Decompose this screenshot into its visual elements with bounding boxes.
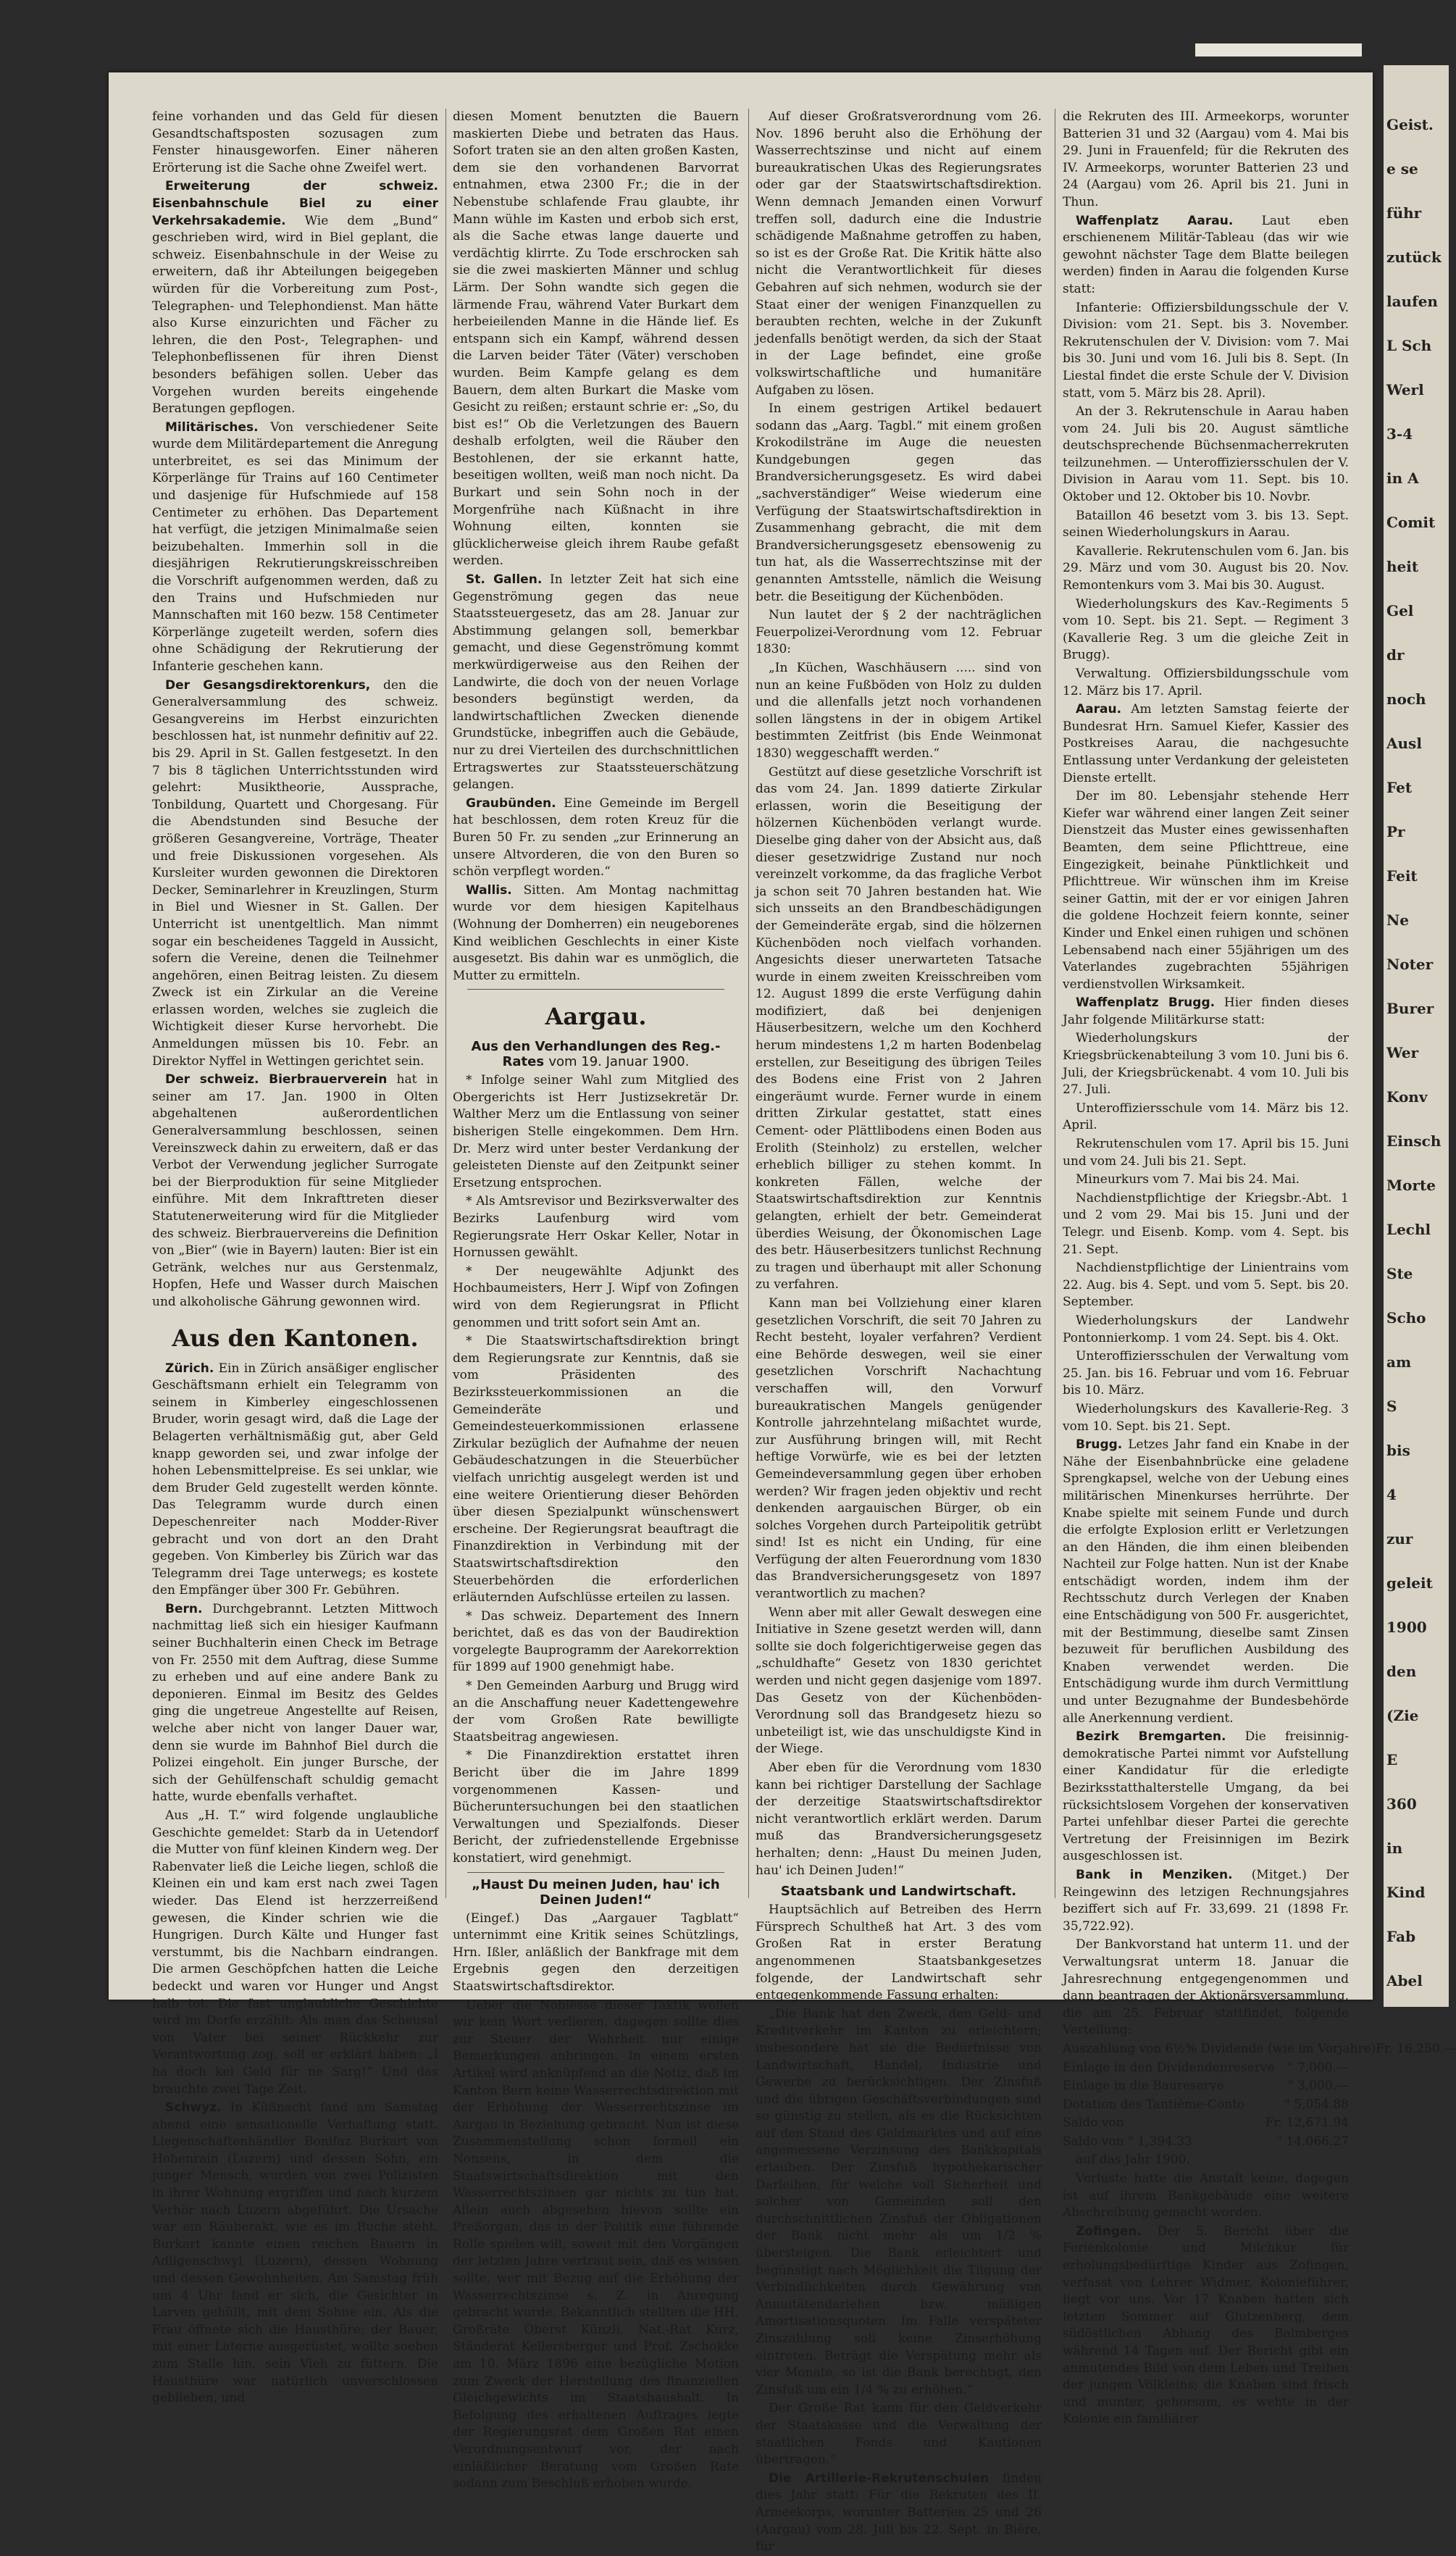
- spine-fragment: bis: [1386, 1442, 1410, 1459]
- paragraph: „Die Bank hat den Zweck, den Geld- und Kreditverkehr im Kanton zu erleichtern; insbesondere hat sie die Bedürfnisse von Landwirtschaft, Handel, Industrie und Gewerbe zu berücksichtigen. Der Zinsfuß und die übrigen Geschäftsverbindungen sind so günstig zu stellen, als es die Rücksichten auf den Stand des Geldmarktes und auf eine angemessene Verzinsung des Bankkapitals erlauben. Der Zinsfuß hypothekarischer Darleihen, für welche voll Sicherheit und solcher von Gemeinden soll den durchschnittlichen Zinsfuß der Obligationen der Bank nicht mehr als um 1/2 % übersteigen. Die Bank erleichtert und begünstigt nach Möglichkeit die Tilgung der Verbindlichkeiten durch Gewährung von Annuitätendarlehen bzw. mäßigen Amortisationsquoten. Im Falle verspäteter Zinszahlung soll keine Zinserhöhung eintreten. Beträgt die Verspätung mehr als vier Monate, so ist die Bank berechtigt, den Zinsfuß um ein 1/4 % zu erhöhen.“: [756, 2006, 1042, 2397]
- article-head: Erweiterung der schweiz. Eisenbahnschule Biel zu einer Verkehrsakademie.: [152, 179, 438, 228]
- table-row: Saldo von " 1,394.33 " 14,066.27: [1063, 2134, 1349, 2149]
- paragraph: Aber eben für die Verordnung vom 1830 kann bei richtiger Darstellung der Sachlage der derzeitige Staatswirtschaftsdirektor nicht verantwortlich erklärt werden. Darum muß das Brandversicherungsgesetz herhalten; denn: „Haust Du meinen Juden, hau' ich Deinen Juden!“: [756, 1761, 1042, 1878]
- article-head: Graubünden.: [466, 795, 556, 811]
- paragraph: Infanterie: Offiziersbildungsschule der V. Division: vom 21. Sept. bis 3. November. Rekrutenschulen der V. Division: vom 7. Mai bis 30. Juni und vom 16. Juli bis 8. Sept. (In Liestal findet die erste Schule der V. Division statt, vom 5. März bis 28. April).: [1063, 300, 1349, 401]
- spine-fragment: Scho: [1386, 1309, 1426, 1327]
- spine-fragment: am: [1386, 1353, 1412, 1371]
- article-item: Aarau. Am letzten Samstag feierte der Bundesrat Hrn. Samuel Kiefer, Kassier des Postkreises Aarau, die nachgesuchte Entlassung unter Verdankung der geleisteten Dienste ertellt.: [1063, 702, 1349, 785]
- spine-fragment: 4: [1386, 1486, 1397, 1503]
- paragraph: Wenn aber mit aller Gewalt deswegen eine Initiative in Szene gesetzt werden will, dann sollte sie doch folgerichtigerweise gegen das „schuldhafte“ Gesetz von 1830 gerichtet werden und nicht gegen dasjenige vom 1897. Das Gesetz von der Küchenböden-Verordnung soll das Brandgesetz hiezu so unbeteiligt ist, wie das unschuldigste Kind in der Wiege.: [756, 1605, 1042, 1757]
- spine-fragment: 360: [1386, 1795, 1417, 1813]
- paragraph: auf das Jahr 1900.: [1076, 2152, 1191, 2168]
- column-1: [152, 109, 438, 2406]
- article-item: Bank in Menziken. (Mitget.) Der Reingewinn des letzigen Rechnungsjahres beziffert sich auf Fr. 33,699. 21 (1898 Fr. 35,722.92).: [1063, 1867, 1349, 1934]
- spine-fragment: Feit: [1386, 867, 1418, 885]
- article-item: St. Gallen. In letzter Zeit hat sich eine Gegenströmung gegen das neue Staatssteuergesetz, das am 28. Januar zur Abstimmung gelangen soll, bemerkbar gemacht, und diese Gegenströmung kommt merkwürdigerweise aus den Reihen der Landwirte, die doch von der neuen Vorlage besonders begünstigt werden, da landwirtschaftlichen Zwecken dienende Grundstücke, inbegriffen auch die Gebäude, nur zu drei Vierteilen des durchschnittlichen Ertragswertes zur Staatssteuerschätzung gelangen.: [453, 572, 740, 793]
- paragraph: Der Große Rat kann für den Geldverkehr der Staatskasse und die Verwaltung der staatlichen Fonds und Kautionen übertragen.“: [756, 2401, 1042, 2468]
- paragraph: feine vorhanden und das Geld für diesen Gesandtschaftsposten sozusagen zum Fenster hinausgeworfen. Einer näheren Erörterung ist die Sache ohne Zweifel wert.: [152, 109, 438, 175]
- article-head: Militärisches.: [165, 419, 259, 435]
- article-head: Der schweiz. Bierbrauerverein: [165, 1072, 388, 1087]
- paragraph: Unteroffiziersschulen der Verwaltung vom 25. Jan. bis 16. Februar und vom 16. Februar bis 10. März.: [1063, 1349, 1349, 1398]
- paragraph: Der Bankvorstand hat unterm 11. und der Verwaltungsrat unterm 18. Januar die Jahresrechnung entgegengenommen und dann beantragen der Aktionärsversammlung, die am 25. Februar stattfindet, folgende Verteilung:: [1063, 1937, 1349, 2038]
- paragraph: Mineurkurs vom 7. Mai bis 24. Mai.: [1076, 1172, 1300, 1187]
- table-row: Dotation des Tantième-Conto " 5,054.88: [1063, 2097, 1349, 2112]
- article-head: St. Gallen.: [466, 572, 543, 588]
- paragraph: Kavallerie. Rekrutenschulen vom 6. Jan. bis 29. März und vom 30. August bis 20. Nov. Remontenkurs vom 3. Mai bis 30. August.: [1063, 543, 1349, 593]
- spine-fragment: L Sch: [1386, 337, 1432, 354]
- spine-fragment: den: [1386, 1663, 1417, 1680]
- article-item: Waffenplatz Brugg. Hier finden dieses Jahr folgende Militärkurse statt:: [1063, 995, 1350, 1027]
- paragraph: Nachdienstpflichtige der Kriegsbr.-Abt. 1 und 2 vom 29. Mai bis 15. Juni und der Telegr. und Eisenb. Komp. vom 4. Sept. bis 21. Sept.: [1063, 1190, 1349, 1257]
- paragraph: diesen Moment benutzten die Bauern maskierten Diebe und betraten das Haus. Sofort traten sie an den alten großen Kasten, dem sie den vorhandenen Barvorrat entnahmen, etwa 2300 Fr.; die in der Nebenstube schlafende Frau glaubte, ihr Mann wühle im Kasten und erbob sich erst, als die Sache etwas lange dauerte und verdächtig klirrte. Zu Tode erschrocken sah sie die zwei maskierten Männer und schlug Lärm. Der Sohn wandte sich gegen die lärmende Frau, während Vater Burkart dem herbeieilenden Manne in die Hände lief. Es entspann sich ein Kampf, während dessen die Larven beider Täter (Väter) verschoben wurden. Beim Kampfe gelang es dem Bauern, dem alten Burkart die Maske vom Gesicht zu reißen; erstaunt schrie er: „So, du bist es!“ Ob die Verletzungen des Bauern deshalb erfolgten, weil die Räuber den Bestohlenen, der sie erkannt hatte, beseitigen wollten, weiß man noch nicht. Da Burkart und sein Sohn noch in der Morgenfrühe nach Küßnacht in ihre Wohnung eilten, konnten sie glücklicherweise gleich ihrem Raube gefaßt werden.: [453, 109, 739, 569]
- subheading: Staatsbank und Landwirtschaft.: [780, 1884, 1017, 1900]
- spine-fragment: Pr: [1386, 823, 1405, 840]
- spine-fragment: Abel: [1386, 1972, 1423, 1989]
- table-row: Einlage in den Dividendenreserve " 7,000.—: [1063, 2060, 1349, 2075]
- paragraph: * Das schweiz. Departement des Innern berichtet, daß es das von der Baudirektion vorgelegte Bauprogramm der Aarekorrektion für 1899 auf 1900 genehmigt habe.: [453, 1608, 739, 1675]
- column-rule: [748, 109, 749, 1898]
- subheading: Aus den Verhandlungen des Reg.-Rates vom 19. Januar 1900.: [471, 1039, 721, 1070]
- paragraph: Kann man bei Vollziehung einer klaren gesetzlichen Vorschrift, die seit 70 Jahren zu Recht besteht, loyaler verfahren? Verdient eine Behörde deswegen, weil sie einer gesetzlichen Vorschrift Nachachtung verschaffen will, den Vorwurf bureaukratischen Mangels genügender Kontrolle jahrzehntelang mißachtet wurde, zur Ausführung bringen will, mit Recht heftige Vorwürfe, wie es bei der letzten Gemeindeversammlung gegen über erhoben werden? Wir fragen jeden objektiv und recht denkenden aargauischen Bürger, ob ein solches Vorgehen durch Parteipolitik getrübt sind! Ist es nicht ein Unding, für eine Verfügung der alten Feuerordnung vom 1830 das Brandversicherungsgesetz von 1897 verantwortlich zu machen?: [756, 1295, 1042, 1602]
- scan-edge-mark: [1195, 43, 1362, 57]
- paragraph: Verluste hatte die Anstalt keine, dagegen ist auf ihrem Bankgebäude eine weitere Abschreibung gemacht worden.: [1063, 2171, 1349, 2221]
- spine-fragment: e se: [1386, 160, 1418, 178]
- paragraph: Wiederholungskurs des Kavallerie-Reg. 3 vom 10. Sept. bis 21. Sept.: [1063, 1401, 1349, 1434]
- spine-fragment: Einsch: [1386, 1132, 1442, 1150]
- article-head: Schwyz.: [165, 2100, 222, 2116]
- article-item: Brugg. Letzes Jahr fand ein Knabe in der Nähe der Eisenbahnbrücke eine geladene Sprengkapsel, welche von der Uebung eines militärischen Minenkurses herrührte. Der Knabe spielte mit seinem Funde und durch die erfolgte Explosion erlitt er Verletzungen an den Händen, die ihm einen bleibenden Nachteil zur Folge hatten. Nun ist der Knabe entschädigt worden, indem ihm der Rechtsschutz durch Verlegen der Knaben eine Entschädigung von 500 Fr. ausgerichtet, mit der Bestimmung, dieselbe samt Zinsen bezuweit für beruflichen Ausbildung des Knaben verwendet werden. Die Entschädigung wurde ihm durch Vermittlung und unter Bezugnahme der Bundesbehörde alle Anerkennung verdient.: [1063, 1437, 1350, 1726]
- paragraph: Wiederholungskurs der Kriegsbrückenabteilung 3 vom 10. Juni bis 6. Juli, der Kriegsbrückenabt. 4 vom 10. Juli bis 27. Juli.: [1063, 1031, 1349, 1098]
- paragraph: Ueber die Noblesse dieser Taktik wollen wir kein Wort verlieren, dagegen sollte dies zur Steuer der Wahrheit nur einige Bemerkungen anbringen. In einem ersten Artikel wird anknüpfend an die Notiz, daß im Kanton Bern keine Wasserrechtsdirektion mit der Erhöhung der Wasserrechtszinse im Aargau in Beziehung gebracht. Nun ist diese Zusammenstellung schon formell ein Nonsens, in dem die Staatswirtschaftsdirektion mit den Wasserrechtszinsen gar nichts zu tun hat. Allein auch abgesehen hievon sollte ein Preßorgan, das in der Politik eine führende Rolle spielen will, soweit mit den Vorgängen der letzten Jahre vertraut sein, daß es wissen sollte, wer mit Bezug auf die Erhöhung der Wasserrechtszinse s. Z. in Anregung gebracht wurde. Bekanntlich stellten die HH. Großräte Oberst Künzli, Nat.-Rat Kurz, Ständerat Kellersberger und Prof. Zschokke am 10. März 1896 eine bezügliche Motion zum Zweck der Herstellung des finanziellen Gleichgewichts im Staatshaushalt. In Befolgung des erhaltenen Auftrages legte der Regierungsrat dem Großen Rat einen Verordnungsentwurf vor, der nach einläßlicher Beratung vom Großen Rate sodann zum Beschluß erhoben wurde.: [453, 1997, 739, 2492]
- spine-fragment: E: [1386, 1751, 1398, 1768]
- paragraph: Wiederholungskurs der Landwehr Pontonnierkomp. 1 vom 24. Sept. bis 4. Okt.: [1063, 1313, 1349, 1345]
- spine-fragment: Ausl: [1386, 735, 1422, 752]
- spine-fragment: dr: [1386, 646, 1405, 664]
- article-item: Graubünden. Eine Gemeinde im Bergell hat beschlossen, dem roten Kreuz für die Buren 50 Fr. zu senden „zur Erinnerung an unsere Altvorderen, die von den Buren so schön verpflegt worden.“: [453, 795, 740, 880]
- article-item: Militärisches. Von verschiedener Seite wurde dem Militärdepartement die Anregung unterbreitet, es sei das Minimum der Körperlänge für Trains auf 160 Centimeter und dasjenige für Hufschmiede auf 158 Centimeter zu erhöhen. Das Departement hat verfügt, die jetzigen Minimalmaße seien beizubehalten. Immerhin soll in die diesjährigen Rekrutierungskreisschreiben die Vorschrift aufgenommen werden, daß zu den Trains und Hufschmieden nur Mannschaften mit 160 bezw. 158 Centimeter Körperlänge zugeteilt werden, sofern dies ohne Schädigung der Rekrutierung der Infanterie geschehen kann.: [152, 419, 438, 674]
- article-item: Wallis. Sitten. Am Montag nachmittag wurde vor dem hiesigen Kapitelhaus (Wohnung der Domherren) ein neugeborenes Kind weiblichen Geschlechts in einer Kiste ausgesetzt. Bis dahin war es unmöglich, die Mutter zu ermitteln.: [453, 882, 740, 983]
- column-2: [453, 109, 740, 2492]
- spine-fragment: Ste: [1386, 1265, 1413, 1282]
- paragraph: Auf dieser Großratsverordnung vom 26. Nov. 1896 beruht also die Erhöhung der Wasserrechtszinse und nicht auf einem bureaukratischen Ukas des Regierungsrates oder gar der Staatswirtschaftsdirektion. Wenn demnach Jemanden einen Vorwurf treffen soll, dadurch eine die Industrie schädigende Maßnahme getroffen zu haben, so ist es der Große Rat. Die Kritik hätte also nicht die Verantwortlichkeit für dieses Gebahren auf sich nehmen, wodurch sie der Staat einer der wenigen Finanzquellen zu beraubten rechten, welche in der Zukunft jedenfalls benötigt werden, da sich der Staat in der Lage befindet, eine große volkswirtschaftliche und humanitäre Aufgaben zu lösen.: [756, 109, 1042, 398]
- column-rule: [445, 109, 446, 1898]
- article-item: Bezirk Bremgarten. Die freisinnig-demokratische Partei nimmt vor Aufstellung einer Kandidatur für die erledigte Bezirksstatthalterstelle Umgang, da bei rücksichtslosem Vorgehen der konservativen Partei unfehlbar dieser Partei die gerechte Vertretung der Freisinnigen im Bezirk ausgeschlossen ist.: [1063, 1729, 1349, 1864]
- paragraph: Nun lautet der § 2 der nachträglichen Feuerpolizei-Verordnung vom 12. Februar 1830:: [756, 608, 1042, 657]
- spine-fragment: Lechl: [1386, 1221, 1431, 1238]
- spine-fragment: in: [1386, 1839, 1403, 1857]
- adjacent-page-edge: [1384, 65, 1449, 2007]
- paragraph: die Rekruten des III. Armeekorps, worunter Batterien 31 und 32 (Aargau) vom 4. Mai bis 29. Juni in Frauenfeld; für die Rekruten des IV. Armeekorps, worunter Batterien 23 und 24 (Aargau) vom 26. April bis 21. Juni in Thun.: [1063, 109, 1349, 209]
- article-head: Der Gesangsdirektorenkurs,: [165, 677, 371, 693]
- paragraph: Rekrutenschulen vom 17. April bis 15. Juni und vom 24. Juli bis 21. Sept.: [1063, 1137, 1349, 1169]
- spine-fragment: Morte: [1386, 1177, 1436, 1194]
- article-head: Zürich.: [165, 1361, 214, 1376]
- article-item: Der Gesangsdirektorenkurs, den die Generalversammlung des schweiz. Gesangvereins im Herbst einzurichten beschlossen hat, ist nunmehr definitiv auf 22. bis 29. April in St. Gallen festgesetzt. In den 7 bis 8 täglichen Unterrichtsstunden wird gelehrt: Musiktheorie, Aussprache, Tonbildung, Quartett und Chorgesang. Für die Abendstunden sind Besuche der größeren Gesangvereine, Vorträge, Theater und freie Diskussionen vorgesehen. Als Kursleiter wurden gewonnen die Direktoren Decker, Seminarlehrer in Kreuzlingen, Sturm in Biel und Wiesner in St. Gallen. Der Unterricht ist unentgeltlich. Man nimmt sogar ein bescheidenes Taggeld in Aussicht, sofern die Vereine, denen die Teilnehmer angehören, einen Beitrag leisten. Zu diesem Zweck ist ein Zirkular an die Vereine erlassen worden, welches sie zugleich die Wichtigkeit dieser Kurse hervorhebt. Die Anmeldungen müssen bis 10. Febr. an Direktor Nyffel in Wettingen gerichtet sein.: [152, 677, 438, 1069]
- spine-fragment: geleit: [1386, 1574, 1433, 1592]
- table-row: Saldo von Fr. 12,671.94: [1063, 2116, 1349, 2131]
- paragraph: Gestützt auf diese gesetzliche Vorschrift ist das vom 24. Jan. 1899 datierte Zirkular erlassen, worin die Beseitigung der hölzernen Küchenböden verlangt wurde. Dieselbe ging daher von der Absicht aus, daß dieser gesetzwidrige Zustand nur noch vereinzelt vorkomme, da das fragliche Verbot ja schon seit 70 Jahren bestanden hat. Wie sich unsseits an den Brandbeschädigungen der Gemeinderäte ergab, sind die hölzernen Küchenböden noch vielfach vorhanden. Angesichts dieser unerwarteten Tatsache wurde in einem zweiten Kreisschreiben vom 12. August 1899 die erste Verfügung dahin modifiziert, daß bei denjenigen Häuserbesitzern, welche um den Kochherd herum mindestens 1,2 m harten Bodenbelag erstellen, zur Beseitigung des übrigen Teiles des Bodens eine Frist von 2 Jahren eingeräumt wurde. Ferner wurde in einem dritten Zirkular gestattet, statt eines Cement- oder Plättlibodens einen Boden aus Erolith (Steinholz) zu erstellen, welcher erheblich billiger zu stehen kommt. In konkreten Fällen, welche der Staatswirtschaftsdirektion zur Kenntnis gelangten, erhielt der betr. Gemeinderat überdies Weisung, der Ökonomischen Lage des betr. Häuserbesitzers tunlichst Rechnung zu tragen und überhaupt mit aller Schonung zu verfahren.: [756, 764, 1042, 1292]
- spine-fragment: zutück: [1386, 248, 1442, 266]
- divider: [467, 1872, 724, 1873]
- spine-fragment: führ: [1386, 204, 1422, 222]
- paragraph: * Als Amtsrevisor und Bezirksverwalter des Bezirks Laufenburg wird vom Regierungsrate Herr Oskar Keller, Notar in Hornussen gewählt.: [453, 1194, 739, 1261]
- article-head: Aarau.: [1076, 702, 1122, 717]
- spine-fragment: Konv: [1386, 1088, 1428, 1106]
- spine-fragment: Gel: [1386, 602, 1414, 619]
- table-row: Einlage in die Baureserve " 3,000.—: [1063, 2079, 1349, 2094]
- spine-fragment: zur: [1386, 1530, 1413, 1548]
- article-head: Wallis.: [466, 882, 512, 898]
- spine-fragment: Ne: [1386, 911, 1410, 929]
- paragraph: Der im 80. Lebensjahr stehende Herr Kiefer war während einer langen Zeit seiner Dienstzeit das Muster eines gewissenhaften Beamten, dem seine Pflichttreue, eine Eingezigkeit, beinahe Pünktlichkeit und Pflichttreue. Wir wünschen ihm im Kreise seiner Gattin, mit der er vor einigen Jahren die goldene Hochzeit feiern konnte, seiner Kinder und Enkel einen ruhigen und schönen Lebensabend nach einer 55jährigen um des Vaterlandes zugebrachten 55jährigen verdienstvollen Wirksamkeit.: [1063, 789, 1349, 992]
- paragraph: * Der neugewählte Adjunkt des Hochbaumeisters, Herr J. Wipf von Zofingen wird von dem Regierungsrat in Pflicht genommen und tritt sofort sein Amt an.: [453, 1264, 739, 1330]
- spine-fragment: 1900: [1386, 1619, 1427, 1636]
- paragraph: (Eingef.) Das „Aargauer Tagblatt“ unternimmt eine Kritik seines Schützlings, Hrn. Ißler, anläßlich der Bankfrage mit dem Ergebnis gegen den derzeitigen Staatswirtschaftsdirektor.: [453, 1910, 739, 1994]
- accounts-table: [1063, 2041, 1456, 2151]
- article-head: Waffenplatz Brugg.: [1076, 995, 1216, 1011]
- divider: [467, 989, 724, 990]
- paragraph: * Infolge seiner Wahl zum Mitglied des Obergerichts ist Herr Justizsekretär Dr. Walther Merz um die Entlassung von seiner bisherigen Stelle eingekommen. Dem Hrn. Dr. Merz wird unter bester Verdankung der geleisteten Dienste auf den Zeitpunkt seiner Ersetzung entsprochen.: [453, 1073, 739, 1190]
- spine-fragment: Kind: [1386, 1884, 1426, 1901]
- spine-fragment: Comit: [1386, 514, 1436, 531]
- spine-fragment: 3-4: [1386, 425, 1413, 443]
- article-head: Waffenplatz Aarau.: [1076, 213, 1234, 228]
- article-item: Schwyz. In Küßnacht fand am Samstag abend eine sensationelle Verhaftung statt. Liegenschaftenhändler Bonifaz Burkart von Hohenrain (Luzern) und dessen Sohn, ein junger Mensch, wurden von zwei Polizisten in ihrer Wohnung ergriffen und nach kurzem Verhör nach Luzern abgeführt. Die Ursache war ein Räuberakt, wie es im Buche steht. Burkart kannte einen reichen Bauern in Adligenschwyl (Luzern), dessen Wohnung und dessen Gewohnheiten. Am Samstag früh um 4 Uhr fand er sich, die Gesichter in Larven gehüllt, mit dem Sohne ein. Als die Frau öffnete sich die Hausthüre; der Bauer, mit einer Laterne ausgerüstet, wollte soeben zum Stalle hin, sein Vieh zu füttern. Die Hausthüre war natürlich unverschlossen geblieben, und: [152, 2100, 438, 2406]
- article-head: Brugg.: [1076, 1437, 1123, 1453]
- spine-fragment: Wer: [1386, 1044, 1419, 1061]
- article-item: Die Artillerie-Rekrutenschulen finden dies Jahr statt: Für die Rekruten des II. Armeekorps, worunter Batterien 25 und 26 (Aargau) vom 28. Juli bis 22. Sept. in Bière, für: [756, 2471, 1042, 2555]
- paragraph: * Die Staatswirtschaftsdirektion bringt dem Regierungsrate zur Kenntnis, daß sie vom Präsidenten des Bezirkssteuerkommissionen an die Gemeinderäte und Gemeindesteuerkommissionen erlassene Zirkular bezüglich der Aufnahme der neuen Gebäudeschatzungen in die Steuerbücher vielfach unrichtig ausgelegt werden ist und eine weitere Orientierung dieser Behörden über diesen Spezialpunkt wünschenswert erscheine. Der Regierungsrat beauftragt die Finanzdirektion in Verbindung mit der Staatswirtschaftsdirektion den Steuerbehörden die erforderlichen erläuternden Aufschlüsse erteilen zu lassen.: [453, 1334, 739, 1605]
- column-3: [756, 109, 1042, 2555]
- article-item: Waffenplatz Aarau. Laut eben erschienenem Militär-Tableau (das wir wie gewohnt nächster Tage dem Blatte beilegen werden) finden in Aarau die folgenden Kurse statt:: [1063, 213, 1350, 296]
- spine-fragment: Geist.: [1386, 116, 1434, 133]
- article-head: Zofingen.: [1076, 2223, 1142, 2239]
- spine-fragment: heit: [1386, 558, 1419, 575]
- paragraph: Nachdienstpflichtige der Linientrains vom 22. Aug. bis 4. Sept. und vom 5. Sept. bis 20. September.: [1063, 1261, 1349, 1310]
- spine-fragment: Fet: [1386, 779, 1413, 796]
- spine-fragment: Werl: [1386, 381, 1424, 398]
- section-heading: Aus den Kantonen.: [172, 1324, 419, 1352]
- paragraph: * Die Finanzdirektion erstattet ihren Bericht über die im Jahre 1899 vorgenommenen Kassen- und Bücheruntersuchungen bei den staatlichen Verwaltungen und Spezialfonds. Dieser Bericht, der zufriedenstellende Ergebnisse konstatiert, wird genehmigt.: [453, 1748, 739, 1866]
- paragraph: Wiederholungskurs des Kav.-Regiments 5 vom 10. Sept. bis 21. Sept. — Regiment 3 (Kavallerie Reg. 3 um die gleiche Zeit in Brugg).: [1063, 596, 1349, 663]
- paragraph: In einem gestrigen Artikel bedauert sodann das „Aarg. Tagbl.“ mit einem großen Krokodilsträne im Auge die neuesten Kundgebungen gegen das Brandversicherungsgesetz. Es wird dabei „sachverständiger“ Weise wiederum eine Verfügung der Staatswirtschaftsdirektion in Zusammenhang gebracht, die mit dem Brandversicherungsgesetz ebensowenig zu tun hat, als die Wasserrechtszinse mit der genannten Amtsstelle, nämlich die Weisung betr. die Beseitigung der Küchenböden.: [756, 401, 1042, 604]
- article-item: Zofingen. Der 5. Bericht über die Ferienkolonie und Milchkur für erholungsbedürftige Kinder aus Zofingen, verfasst von Lehrer Widmer, Kolonieführer, liegt vor uns. Vor 17 Knaben hatten sich letzten Sommer auf Glutzenberg, dem südöstlichen Abhang des Balmberges während 14 Tagen auf. Der Bericht gibt ein anmutendes Bild von dem Leben und Treiben der jungen Völkleins; die Knaben sind frisch und munter, gehorsam, es wehte in der Kolonie ein familiärer: [1063, 2223, 1350, 2427]
- spine-fragment: noch: [1386, 690, 1426, 708]
- paragraph: * Den Gemeinden Aarburg und Brugg wird an die Anschaffung neuer Kadettengewehre der vom Großen Rate bewilligte Staatsbeitrag angewiesen.: [453, 1679, 739, 1745]
- article-item: Zürich. Ein in Zürich ansäßiger englischer Geschäftsmann erhielt ein Telegramm von seinem in Kimberley eingeschlossenen Bruder, worin gesagt wird, daß die Lage der Belagerten verhältnismäßig gut, aber Geld knapp geworden sei, und zwar infolge der hohen Lebensmittelpreise. Es sei unklar, wie dem Bruder Geld zugestellt werden könnte. Das Telegramm wurde durch einen Depeschenreiter nach Modder-River gebracht und von dort an den Draht gegeben. Von Kimberley bis Zürich war das Telegramm drei Tage unterwegs; es kostete den Empfänger über 300 Fr. Gebühren.: [152, 1361, 438, 1598]
- paragraph: Hauptsächlich auf Betreiben des Herrn Fürsprech Schultheß hat Art. 3 des vom Großen Rat in erster Beratung angenommenen Staatsbankgesetzes folgende, der Landwirtschaft sehr entgegenkommende Fassung erhalten:: [756, 1903, 1042, 2003]
- spine-fragment: (Zie: [1386, 1707, 1419, 1724]
- spine-fragment: in A: [1386, 469, 1419, 487]
- spine-fragment: Burer: [1386, 1000, 1434, 1017]
- paragraph: An der 3. Rekrutenschule in Aarau haben vom 24. Juli bis 20. August sämtliche deutschsprechende Büchsenmacherrekruten teilzunehmen. — Unteroffiziersschulen der V. Division in Aarau vom 11. Sept. bis 10. Oktober und 12. Oktober bis 10. Novbr.: [1063, 404, 1349, 505]
- paragraph: Verwaltung. Offiziersbildungsschule vom 12. März bis 17. April.: [1063, 667, 1349, 698]
- paragraph: Bataillon 46 besetzt vom 3. bis 13. Sept. seinen Wiederholungskurs in Aarau.: [1063, 508, 1349, 540]
- table-row: Auszahlung von 6½% Dividende (wie im Vorjahre) Fr. 16,250.—: [1063, 2041, 1456, 2056]
- spine-fragment: S: [1386, 1398, 1397, 1415]
- article-item: Erweiterung der schweiz. Eisenbahnschule Biel zu einer Verkehrsakademie. Wie dem „Bund“ geschrieben wird, wird in Biel geplant, die schweiz. Eisenbahnschule in der Weise zu erweitern, daß ihr Abteilungen beigegeben würden für die Vorbereitung zum Post-, Telegraphen- und Telephondienst. Man hätte also Kurse einzurichten und Fächer zu lehren, die den Post-, Telegraphen- und Telephonbeflissenen für ihren Dienst besonders befähigen sollen. Ueber das Vorgehen wurden bereits eingehende Beratungen gepflogen.: [152, 179, 438, 417]
- subheading: „Haust Du meinen Juden, hau' ich Deinen Juden!“: [472, 1876, 720, 1908]
- spine-fragment: Fab: [1386, 1928, 1416, 1945]
- paragraph: „In Küchen, Waschhäusern ..... sind von nun an keine Fußböden von Holz zu dulden und die allenfalls jetzt noch vorhandenen sollen längstens in der in obigem Artikel bestimmten Zeitfrist (bis Ende Weinmonat 1830) weggeschafft werden.“: [756, 661, 1042, 761]
- article-head: Bezirk Bremgarten.: [1076, 1729, 1226, 1745]
- article-item: Bern. Durchgebrannt. Letzten Mittwoch nachmittag ließ sich ein hiesiger Kaufmann seiner Buchhalterin einen Check im Betrage von Fr. 2550 mit dem Auftrag, diese Summe zu erheben und auf eine andere Bank zu deponieren. Einmal im Besitz des Geldes ging die ungetreue Angestellte auf Reisen, welche aber nicht von langer Dauer war, denn sie wurde im Bahnhof Biel durch die Polizei eingeholt. Ein junger Bursche, der sich der Gehülfenschaft schuldig gemacht hatte, wurde ebenfalls verhaftet.: [152, 1601, 438, 1805]
- paragraph: Aus „H. T.“ wird folgende unglaubliche Geschichte gemeldet: Starb da in Uetendorf die Mutter von fünf kleinen Kindern weg. Der Rabenvater ließ die Leiche liegen, schloß die Kleinen ein und kam erst nach zwei Tagen wieder. Das Elend ist herzzerreißend gewesen, die Kinder schrien wie die Hungrigen. Durch Kälte und Hunger fast verstummt, bis die Nachbarn eindrangen. Die armen Geschöpfchen hatten die Leiche bedeckt und waren vor Hunger und Angst halb tot. Die fast unglaubliche Geschichte wird im Dorfe erzählt: Als man das Scheusal von Vater bei seiner Rückkehr zur Verantwortung zog, soll er erklärt haben: „I ha doch kei Geld für ne Sarg!“ Und das brauchte zwei Tage Zeit.: [152, 1808, 438, 2097]
- section-heading: Aargau.: [545, 1003, 647, 1031]
- paragraph: Unteroffiziersschule vom 14. März bis 12. April.: [1063, 1100, 1349, 1133]
- article-head: Die Artillerie-Rekrutenschulen: [769, 2471, 990, 2486]
- spine-fragment: Noter: [1386, 956, 1434, 973]
- spine-fragment: laufen: [1386, 293, 1438, 310]
- article-head: Bern.: [165, 1601, 203, 1616]
- article-item: Der schweiz. Bierbrauerverein hat in seiner am 17. Jan. 1900 in Olten abgehaltenen außerordentlichen Generalversammlung beschlossen, seinen Vereinszweck dahin zu erweitern, daß er das Verbot der Verwendung jeglicher Surrogate bei der Bierproduktion für seine Mitglieder einführe. Mit dem Inkrafttreten dieser Statutenerweiterung wird für die Mitglieder des schweiz. Bierbrauervereins die Definition von „Bier“ (wie in Bayern) lauten: Bier ist ein Getränk, welches nur aus Gerstenmalz, Hopfen, Hefe und Wasser durch Maischen und alkoholische Gährung gewonnen wird.: [152, 1072, 438, 1309]
- article-head: Bank in Menziken.: [1076, 1867, 1233, 1882]
